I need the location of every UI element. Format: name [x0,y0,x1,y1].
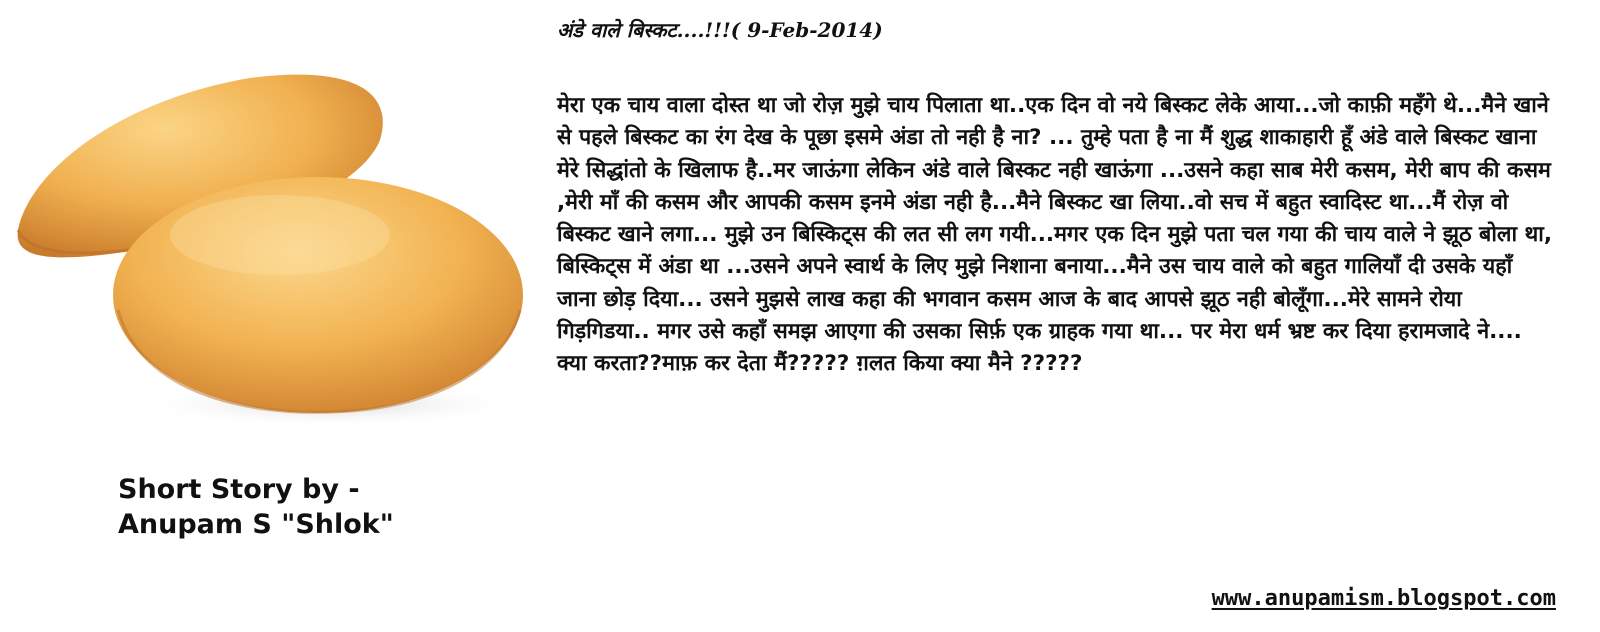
story-title: अंडे वाले बिस्कट....!!!( 9-Feb-2014) [557,18,883,42]
front-biscuit-highlight [170,195,390,275]
blog-url[interactable]: www.anupamism.blogspot.com [1211,586,1556,611]
story-body: मेरा एक चाय वाला दोस्त था जो रोज़ मुझे चाय पिलाता था..एक दिन वो नये बिस्कट लेके आया...जो काफ़ी महँगे थे...मैने खाने से पहले बिस्कट का रंग देख के पूछा इसमे अंडा तो नही है ना? ... तुम्हे पता है ना मैं शुद्ध शाकाहारी हूँ अंडे वाले बिस्कट खाना मेरे सिद्धांतो के खिलाफ है..मर जाऊंगा लेकिन अंडे वाले बिस्कट नही खाऊंगा ...उसने कहा साब मेरी कसम, मेरी बाप की कसम ,मेरी माँ की कसम और आपकी कसम इनमे अंडा नही है...मैने बिस्कट खा लिया..वो सच में बहुत स्वादिस्ट था...मैं रोज़ वो बिस्कट खाने लगा... मुझे उन बिस्किट्स की लत सी लग गयी...मगर एक दिन मुझे पता चल गया की चाय वाले ने झूठ बोला था, बिस्किट्स में अंडा था ...उसने अपने स्वार्थ के लिए मुझे निशाना बनाया...मैने उस चाय वाले को बहुत गालियाँ दी उसके यहाँ जाना छोड़ दिया... उसने मुझसे लाख कहा की भगवान कसम आज के बाद आपसे झूठ नही बोलूँगा...मेरे सामने रोया गिड़गिडया.. मगर उसे कहाँ समझ आएगा की उसका सिर्फ़ एक ग्राहक गया था... पर मेरा धर्म भ्रष्ट कर दिया हरामजादे ने.... क्या करता??माफ़ कर देता मैं????? ग़लत किया क्या मैने ????? [557,93,1552,377]
author-byline: Short Story by - Anupam S "Shlok" [118,474,394,540]
biscuits-illustration [0,60,540,440]
